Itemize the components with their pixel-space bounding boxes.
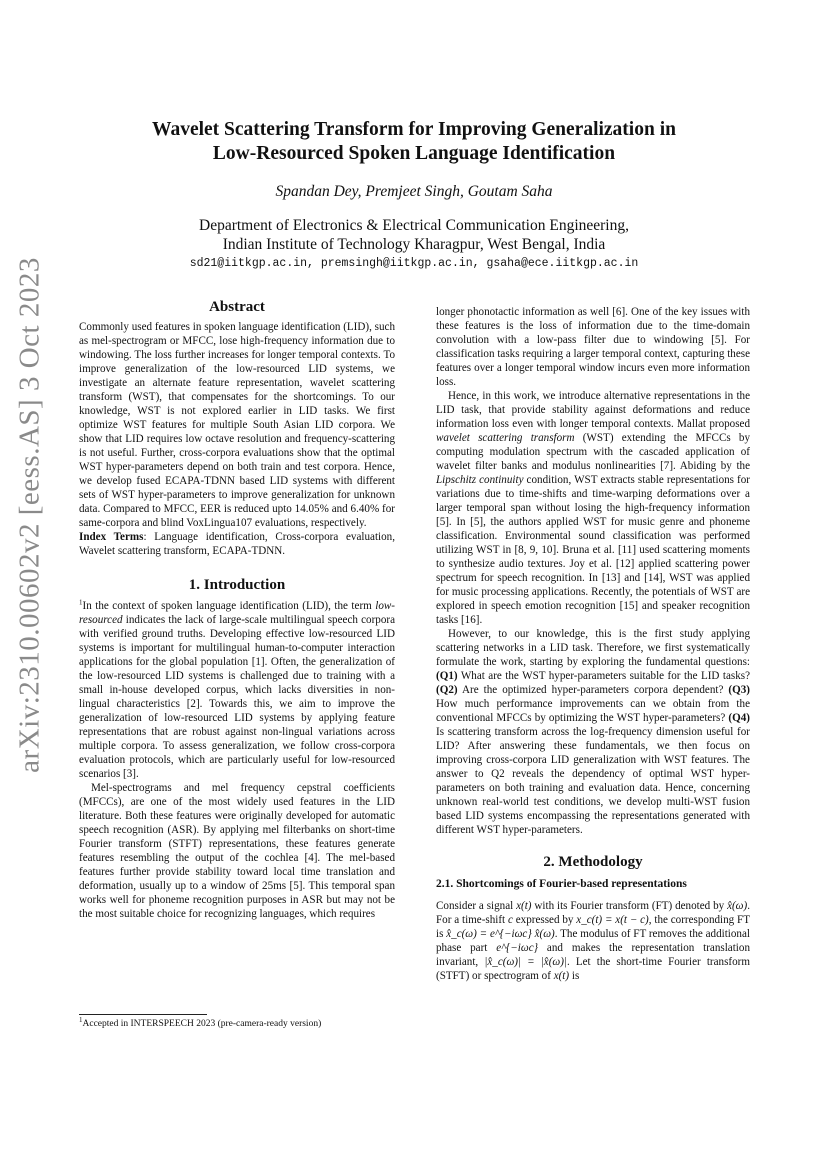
methodology-heading: 2. Methodology [543,854,643,870]
introduction-heading: 1. Introduction [188,577,286,593]
math-eq-phase: e^{−iωc} [496,942,539,954]
m-text-b: with its Fourier transform (FT) denoted by [531,900,728,912]
intro-p5-text-b: What are the WST hyper-parameters suitable for the LID tasks? [457,670,750,682]
footnote-marker: 1 [79,598,83,607]
abstract-heading: Abstract [209,299,265,315]
subsection-heading: 2.1. Shortcomings of Fourier-based representations [436,878,687,890]
intro-p1-text-a: In the context of spoken language identification (LID), the term [82,600,376,612]
right-column [436,305,750,983]
m-text-h: . Let the short-time Fourier transform (STFT) or spectrogram of [436,956,750,982]
affiliation-line-1: Department of Electronics & Electrical Communication Engineering, [199,217,629,234]
m-text-i: is [569,970,580,982]
question-1-label: (Q1) [436,670,458,682]
title-line-1: Wavelet Scattering Transform for Improving Generalization in [152,119,676,140]
index-terms-text: : Language identification, Cross-corpora evaluation, Wavelet scattering transform, ECAPA-TDNN. [79,531,395,557]
math-eq-modulus: |x̂_c(ω)| = |x̂(ω)| [484,956,567,968]
methodology-paragraph-1 [436,899,750,983]
left-column [79,300,395,921]
intro-paragraph-2: Mel-spectrograms and mel frequency cepstral coefficients (MFCCs), are one of the most widely used features in the LID literature. Both these features were originally developed for automatic speech recognition (ASR). By applying mel filterbanks on short-time Fourier transform (STFT) representations, these features generate features resembling the output of the cochlea [4]. The mel-based features further provide stability toward local time translation and deformation, usually up to a window of 25ms [5]. This temporal span works well for phoneme recognition purposes in ASR but may not be the most suitable choice for recognizing languages, which requires [79,782,395,920]
m-text-g: and makes the representation translation invariant, [436,942,750,968]
index-terms-label: Index Terms [79,531,144,543]
footnote-text: Accepted in INTERSPEECH 2023 (pre-camera-ready version) [82,1019,322,1029]
m-text-e: , the corresponding FT is [436,914,751,940]
math-eq-ft: x̂_c(ω) = e^{−iωc} x̂(ω) [446,928,555,940]
intro-p1-emphasis: low-resourced [79,600,395,626]
intro-p1-text-b: indicates the lack of large-scale multilingual speech corpora with verified ground truths. Developing effective low-resourced LID systems is important for multilingual human-to-computer interaction applications for the global population [1]. Often, the generalization of the low-resourced LID systems is challenged due to training with a small in-house developed corpus, which lacks diversities in non-lingual characteristics [2]. Towards this, we aim to improve the generalization of low-resourced LID systems by applying feature representations that are robust against non-lingual variations across multiple corpora. To assess generalization, we follow cross-corpora evaluation protocols, which are particularly useful for low-resourced scenarios [3]. [79,614,395,780]
math-x-t-2: x(t) [553,970,570,982]
intro-p5-text-e: Is scattering transform across the log-frequency dimension useful for LID? After answering these fundamentals, we then focus on improving cross-corpora LID generalization with WST features. The answer to Q2 reveals the dependency of optimal WST hyper-parameters on both training and evaluation data. Hence, concerning unknown real-world test conditions, we develop multi-WST fusion based LID systems encompassing the representations generated with different WST hyper-parameters. [436,726,750,836]
math-eq-shift: x_c(t) = x(t − c) [576,914,649,926]
math-x-t: x(t) [516,900,532,912]
intro-p5-text-c: Are the optimized hyper-parameters corpora dependent? [457,684,729,696]
m-text-c: . For a time-shift [436,900,750,926]
intro-p5-text-d: How much performance improvements can we obtain from the conventional MFCCs by optimizing the WST hyper-parameters? [436,698,750,724]
footnote-number: 1 [79,1015,83,1024]
affiliation [100,216,728,254]
footnote [79,1015,322,1029]
abstract-text: Commonly used features in spoken language identification (LID), such as mel-spectrogram or MFCC, lose high-frequency information due to windowing. The loss further increases for longer temporal contexts. To improve generalization of the low-resourced LID systems, we investigate an alternate feature representation, wavelet scattering transform (WST), that compensates for the shortcomings. To our knowledge, WST is not explored earlier in LID tasks. We first optimize WST features for multiple South Asian LID corpora. We show that LID requires low octave resolution and frequency-scattering is not useful. Further, cross-corpora evaluations show that the optimal WST hyper-parameters depend on both train and test corpora. Hence, we develop fused ECAPA-TDNN based LID systems with different sets of WST hyper-parameters to improve generalization for unknown data. Compared to MFCC, EER is reduced upto 14.05% and 6.40% for same-corpora and blind VoxLingua107 evaluations, respectively. [79,321,395,529]
arxiv-stamp [4,257,56,773]
affiliation-line-2: Indian Institute of Technology Kharagpur, West Bengal, India [222,236,606,253]
intro-paragraph-3: longer phonotactic information as well [6]. One of the key issues with these features is the loss of information due to the time-domain convolution with a low-pass filter due to windowing [5]. For classification tasks requiring a larger temporal context, capturing these features over a longer temporal window incurs even more information loss. [436,306,750,388]
lipschitz-term: Lipschitz continuity [436,474,524,486]
intro-p4-text-b: (WST) extending the MFCCs by computing modulation spectrum with the cascaded application of wavelet filter banks and modulus nonlinearities [7]. Abiding by the [436,432,750,472]
intro-paragraph-1 [79,599,395,781]
intro-paragraph-4 [436,389,750,627]
math-x-hat: x̂(ω) [727,900,748,912]
index-terms [79,530,395,558]
intro-p5-text-a: However, to our knowledge, this is the first study applying scattering networks in a LID task. Therefore, we first systematically formulate the work, starting by exploring the fundamental questions: [436,628,750,668]
paper-title [100,118,728,166]
question-3-label: (Q3) [728,684,750,696]
author-list: Spandan Dey, Premjeet Singh, Goutam Saha [275,183,553,200]
arxiv-identifier: arXiv:2310.00602v2 [eess.AS] 3 Oct 2023 [13,257,46,773]
m-text-a: Consider a signal [436,900,517,912]
question-2-label: (Q2) [436,684,458,696]
intro-p4-text-a: Hence, in this work, we introduce alternative representations in the LID task, that provide stability against deformations and reduce information loss even with longer temporal contexts. Mallat proposed [436,390,750,430]
author-emails: sd21@iitkgp.ac.in, premsingh@iitkgp.ac.in, gsaha@ece.iitkgp.ac.in [189,257,639,270]
intro-p4-text-c: condition, WST extracts stable representations for variations due to time-shifts and time-warping deformations over a larger temporal span without losing the high-frequency information [5]. In [5], the authors applied WST for music genre and phoneme classification. Environmental sound classification was performed utilizing WST in [8, 9, 10]. Bruna et al. [11] used scattering moments to synthesize audio textures. Joy et al. [12] applied scattering power spectrum for speech recognition. In [13] and [14], WST was applied for music processing applications. Recently, the potentials of WST are explored in speech emotion recognition [15] and speaker recognition tasks [16]. [436,474,750,626]
m-text-d: expressed by [512,914,577,926]
title-line-2: Low-Resourced Spoken Language Identification [212,143,616,164]
m-text-f: . The modulus of FT removes the additional phase part [436,928,750,954]
intro-paragraph-5 [436,627,750,837]
footnote-rule [79,1014,207,1015]
math-c: c [507,914,513,926]
question-4-label: (Q4) [728,712,750,724]
wst-term: wavelet scattering transform [436,432,575,444]
